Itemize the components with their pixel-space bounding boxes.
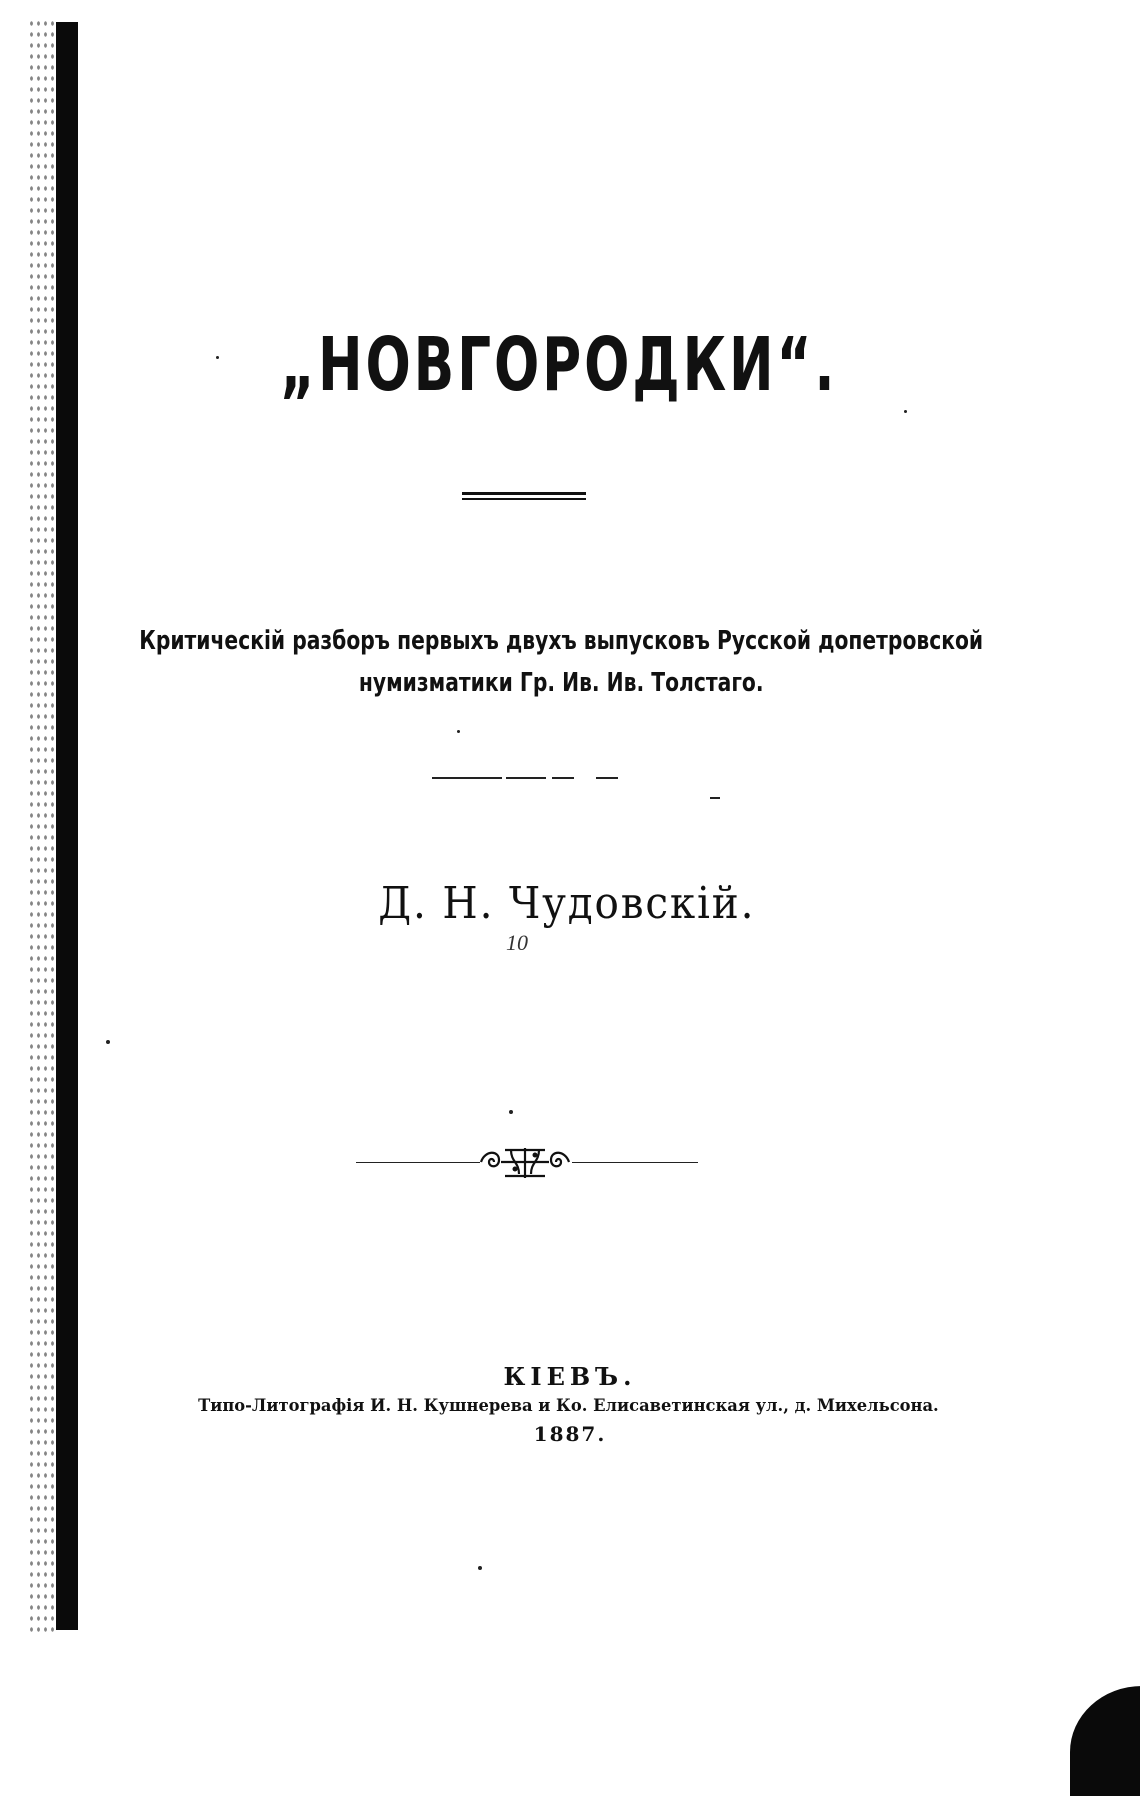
handwritten-note: 10 [506,930,528,955]
dashed-divider-segment [552,777,574,779]
ornament-rule-right [572,1162,698,1163]
double-rule-divider [462,492,586,500]
paper-speck [106,1040,110,1044]
paper-speck [457,730,460,733]
paper-speck [904,410,907,413]
imprint-year: 1887. [533,1422,607,1446]
paper-speck [216,356,219,359]
scroll-ornament-icon [475,1142,575,1184]
dashed-divider-segment [432,777,502,779]
dashed-divider-segment [596,777,618,779]
dashed-divider-segment [506,777,546,779]
binding-specks [28,18,58,1638]
corner-thumb-shadow [1070,1686,1140,1796]
author-name: Д. Н. Чудовскій. [378,878,756,929]
ornament-rule-left [356,1162,480,1163]
paper-speck [509,1110,513,1114]
book-title: „НОВГОРОДКИ“. [280,322,838,408]
paper-speck [710,797,720,799]
imprint-city: КІЕВЪ. [503,1362,637,1391]
imprint-printer: Типо-Литографія И. Н. Кушнерева и Ко. Елисаветинская ул., д. Михельсона. [198,1396,939,1416]
paper-speck [478,1566,482,1570]
subtitle-line-1: Критическій разборъ первыхъ двухъ выпусковъ Русской допетровской [139,626,984,656]
book-subtitle [117,620,1006,704]
subtitle-line-2: нумизматики Гр. Ив. Ив. Толстаго. [358,668,764,698]
